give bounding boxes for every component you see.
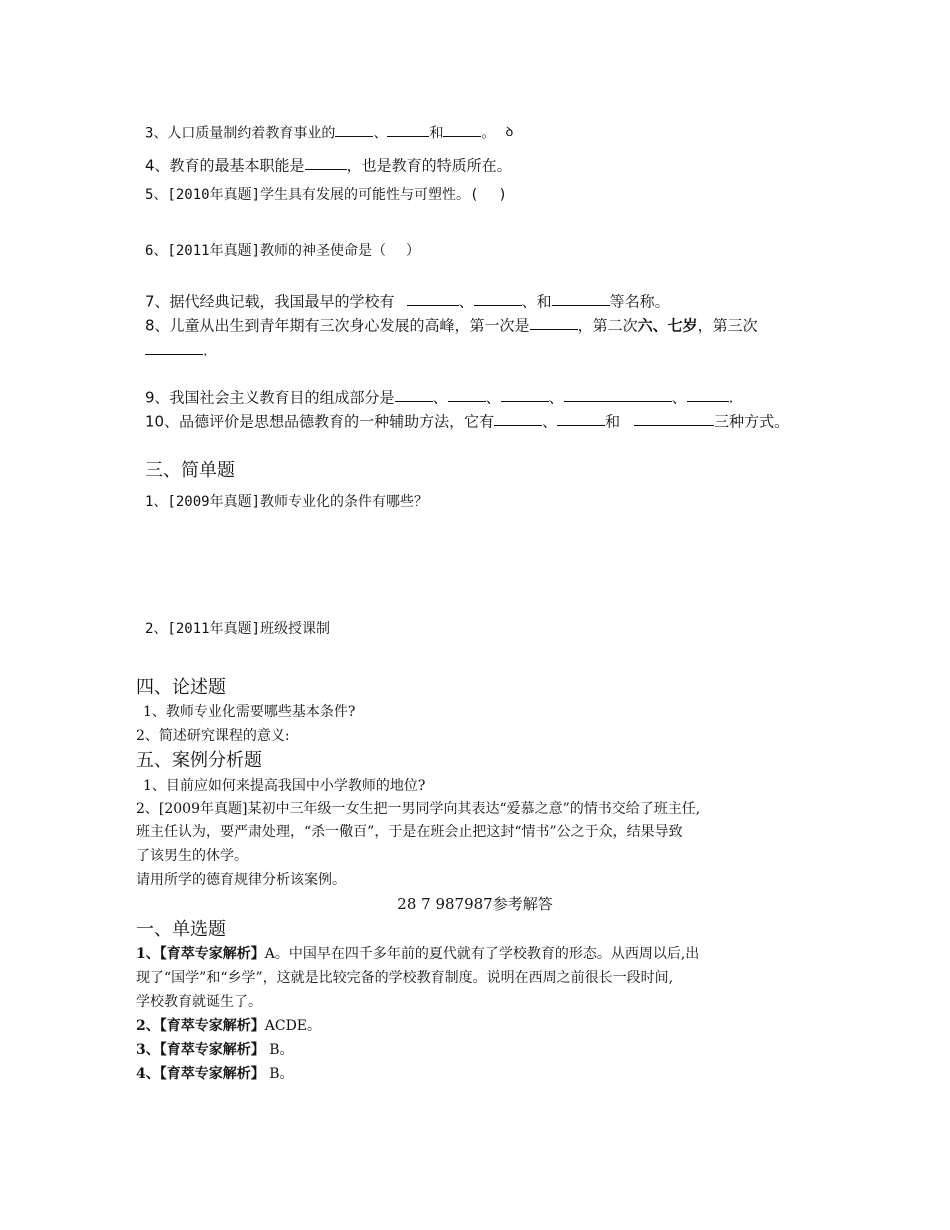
question-text: ，也是教育的特质所在。 [346,156,512,175]
question-8-line-2 [145,340,208,359]
answer-blank [552,291,610,306]
separator-text: 、 [671,388,687,407]
answer-blank [494,411,542,426]
separator-text: 、 [485,388,501,407]
separator-text: 、 [432,388,448,407]
question-text: 等名称。 [609,292,670,311]
separator-text: 和 [429,125,444,142]
question-text: . [728,388,734,407]
case-analysis-question-1 [143,778,425,795]
short-answer-question-2 [145,621,330,638]
answer-number: 4 [136,1066,146,1082]
question-number: 9 [145,388,155,407]
separator-text: 、和 [521,292,552,311]
answer-number: 1 [136,946,146,962]
question-7 [145,291,670,310]
question-text: 。 [481,125,496,142]
answer-section-title: 一、单选题 [136,919,226,940]
answer-text: B。 [264,1042,294,1058]
question-text: ，第三次 [697,316,758,335]
question-number: 1 [143,704,152,720]
answer-blank [474,291,522,306]
answer-blank [395,387,433,402]
answer-blank [305,155,347,170]
answer-1-line-3: 学校教育就诞生了。 [136,994,262,1010]
separator-text: 、 [542,412,558,431]
answer-2 [136,1018,321,1035]
answer-label: 、【育萃专家解析】 [145,1042,265,1058]
separator-text: 和 [605,412,621,431]
essay-question-1 [143,704,355,721]
question-text: 、[2011年真题]班级授课制 [153,621,331,637]
answer-blank [634,411,714,426]
question-number: 8 [145,316,155,335]
question-text: 、据代经典记载，我国最早的学校有 [154,292,395,311]
answer-blank [557,411,605,426]
answer-3 [136,1042,294,1059]
separator-text: 、 [373,125,388,142]
case-analysis-line-3: 了该男生的休学。 [136,848,248,864]
answer-blank [145,340,203,355]
question-6 [145,243,420,260]
case-analysis-line-1: 2、[2009年真题]某初中三年级一女生把一男同学向其表达“爱慕之意”的情书交给了班主任, [136,801,701,817]
question-text: 、人口质量制约着教育事业的 [153,125,336,142]
question-text: ） [406,243,421,259]
answer-blank [335,123,373,137]
answer-number: 2 [136,1018,146,1034]
question-text: 、品德评价是思想品德教育的一种辅助方法，它有 [164,412,495,431]
question-text: 、[2010年真题]学生具有发展的可能性与可塑性。( [153,187,479,203]
answer-label: 、【育萃专家解析】 [145,1066,265,1082]
section-title-short-answer: 三、简单题 [145,460,235,481]
answer-text: B。 [264,1066,294,1082]
question-text: 、目前应如何来提高我国中小学教师的地位? [151,778,426,794]
small-mark-icon: ꝺ [505,125,514,141]
question-number: 1 [143,778,152,794]
answer-blank [443,123,481,137]
question-text: ，第二次 [577,316,638,335]
question-text: 、儿童从出生到青年期有三次身心发展的高峰，第一次是 [154,316,530,335]
answer-1-line-1 [136,946,699,963]
answer-label: 、【育萃专家解析】 [145,1018,265,1034]
separator-text: 、 [548,388,564,407]
separator-text: 、 [458,292,474,311]
question-number: 2 [136,728,145,744]
question-8-line-1 [145,315,758,334]
essay-question-2 [136,728,290,745]
question-text: 、教育的最基本职能是 [154,156,305,175]
answer-blank [687,387,729,402]
question-text: 三种方式。 [714,412,790,431]
question-5 [145,187,507,204]
answer-key-title: 28 7 987987参考解答 [397,895,553,913]
answer-1-line-2: 现了“国学”和“乡学”，这就是比较完备的学校教育制度。说明在西周之前很长一段时间, [136,970,674,986]
answer-blank [501,387,549,402]
short-answer-question-1 [145,494,428,511]
question-4 [145,155,512,174]
question-text: 、[2011年真题]教师的神圣使命是（ [153,243,387,259]
answer-blank [530,315,578,330]
question-number: 5 [145,187,154,203]
answer-label: 、【育萃专家解析】 [145,946,265,962]
question-text: 、简述研究课程的意义: [144,728,290,744]
answer-blank [407,291,459,306]
question-number: 6 [145,243,154,259]
question-number: 1 [145,494,154,510]
question-9 [145,387,733,406]
section-title-case-analysis: 五、案例分析题 [136,750,262,771]
section-title-essay: 四、论述题 [136,677,226,698]
answer-text: ACDE。 [264,1018,322,1034]
question-10 [145,411,789,430]
answer-number: 3 [136,1042,146,1058]
answer-blank [387,123,429,137]
question-text: ) [498,187,507,203]
case-analysis-line-4: 请用所学的德育规律分析该案例。 [136,872,346,888]
question-3 [145,123,513,142]
question-number: 10 [145,412,165,431]
question-text: 、[2009年真题]教师专业化的条件有哪些？ [153,494,429,510]
answer-blank [564,387,672,402]
answer-blank [448,387,486,402]
answer-4 [136,1066,294,1083]
question-number: 4 [145,156,155,175]
answer-text: A。中国早在四千多年前的夏代就有了学校教育的形态。从西周以后,出 [264,946,700,962]
question-number: 2 [145,621,154,637]
question-number: 7 [145,292,155,311]
question-text: . [203,341,208,360]
question-text: 、教师专业化需要哪些基本条件? [151,704,356,720]
case-analysis-line-2: 班主任认为，要严肃处理，“杀一儆百”，于是在班会止把这封“情书”公之于众，结果导致 [136,824,683,840]
bold-answer-text: 六、七岁 [637,316,698,335]
question-number: 3 [145,125,154,142]
question-text: 、我国社会主义教育目的组成部分是 [154,388,395,407]
